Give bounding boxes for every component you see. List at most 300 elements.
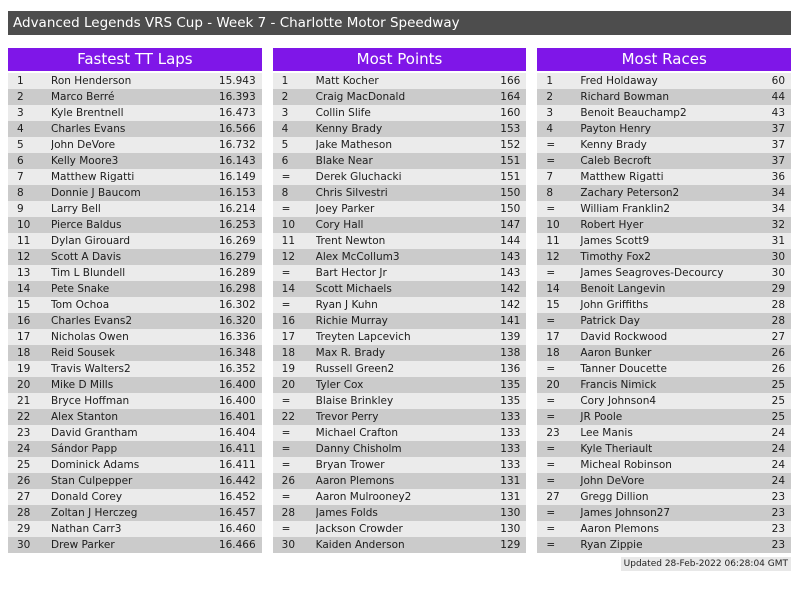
value-cell: 136 bbox=[500, 363, 521, 375]
value-cell: 150 bbox=[500, 203, 521, 215]
table-row bbox=[273, 249, 527, 265]
table-row bbox=[537, 473, 791, 489]
value-cell: 16.473 bbox=[218, 107, 256, 119]
rank-cell: 18 bbox=[546, 347, 560, 359]
table-most-points bbox=[273, 48, 527, 553]
table-row bbox=[8, 473, 262, 489]
value-cell: 16.253 bbox=[218, 219, 256, 231]
driver-name-cell: Collin Slife bbox=[315, 107, 371, 119]
table-row bbox=[537, 457, 791, 473]
table-row bbox=[8, 105, 262, 121]
value-cell: 16.214 bbox=[218, 203, 256, 215]
value-cell: 29 bbox=[771, 283, 786, 295]
rank-cell: = bbox=[546, 459, 556, 471]
table-row bbox=[8, 393, 262, 409]
rank-cell: = bbox=[546, 315, 556, 327]
value-cell: 44 bbox=[771, 91, 786, 103]
rank-cell: 6 bbox=[281, 155, 289, 167]
table-row bbox=[273, 505, 527, 521]
rank-cell: 11 bbox=[281, 235, 296, 247]
table-row bbox=[8, 297, 262, 313]
driver-name-cell: Jake Matheson bbox=[315, 139, 392, 151]
rank-cell: 25 bbox=[17, 459, 31, 471]
driver-name-cell: Ron Henderson bbox=[51, 75, 132, 87]
table-row bbox=[8, 89, 262, 105]
value-cell: 131 bbox=[500, 475, 521, 487]
driver-name-cell: Ryan Zippie bbox=[580, 539, 643, 551]
rank-cell: 15 bbox=[17, 299, 31, 311]
driver-name-cell: Tom Ochoa bbox=[51, 299, 110, 311]
value-cell: 32 bbox=[771, 219, 786, 231]
driver-name-cell: Caleb Becroft bbox=[580, 155, 652, 167]
rank-cell: = bbox=[281, 395, 291, 407]
value-cell: 129 bbox=[500, 539, 521, 551]
rank-cell: 16 bbox=[17, 315, 31, 327]
table-row bbox=[273, 121, 527, 137]
value-cell: 133 bbox=[500, 459, 521, 471]
value-cell: 24 bbox=[771, 475, 786, 487]
rank-cell: 2 bbox=[17, 91, 24, 103]
value-cell: 16.466 bbox=[218, 539, 256, 551]
driver-name-cell: Zoltan J Herczeg bbox=[51, 507, 138, 519]
value-cell: 25 bbox=[771, 395, 786, 407]
value-cell: 147 bbox=[500, 219, 521, 231]
rank-cell: 11 bbox=[546, 235, 560, 247]
table-row bbox=[8, 441, 262, 457]
value-cell: 37 bbox=[771, 139, 786, 151]
table-row bbox=[537, 393, 791, 409]
driver-name-cell: Donald Corey bbox=[51, 491, 123, 503]
rank-cell: 30 bbox=[17, 539, 31, 551]
driver-name-cell: Nathan Carr3 bbox=[51, 523, 122, 535]
table-row bbox=[273, 473, 527, 489]
table-row bbox=[273, 521, 527, 537]
value-cell: 16.149 bbox=[218, 171, 256, 183]
driver-name-cell: Gregg Dillion bbox=[580, 491, 649, 503]
table-row bbox=[273, 297, 527, 313]
table-title-most-races: Most Races bbox=[537, 48, 791, 71]
driver-name-cell: Francis Nimick bbox=[580, 379, 657, 391]
value-cell: 16.289 bbox=[218, 267, 256, 279]
rank-cell: = bbox=[281, 491, 291, 503]
rank-cell: 19 bbox=[281, 363, 296, 375]
value-cell: 16.320 bbox=[218, 315, 256, 327]
table-row bbox=[537, 249, 791, 265]
tables-container bbox=[8, 48, 791, 553]
table-row bbox=[8, 121, 262, 137]
rank-cell: = bbox=[546, 475, 556, 487]
table-row bbox=[273, 537, 527, 553]
table-row bbox=[273, 457, 527, 473]
rank-cell: 14 bbox=[281, 283, 296, 295]
table-row bbox=[273, 345, 527, 361]
driver-name-cell: James Folds bbox=[315, 507, 378, 519]
value-cell: 16.404 bbox=[218, 427, 256, 439]
table-row bbox=[273, 441, 527, 457]
rank-cell: = bbox=[546, 395, 556, 407]
table-row bbox=[273, 89, 527, 105]
value-cell: 16.393 bbox=[218, 91, 256, 103]
driver-name-cell: Bryan Trower bbox=[315, 459, 385, 471]
table-row bbox=[273, 169, 527, 185]
driver-name-cell: Joey Parker bbox=[315, 203, 375, 215]
driver-name-cell: Kelly Moore3 bbox=[51, 155, 119, 167]
rank-cell: = bbox=[546, 155, 556, 167]
rank-cell: = bbox=[546, 363, 556, 375]
value-cell: 16.411 bbox=[218, 459, 256, 471]
value-cell: 31 bbox=[771, 235, 786, 247]
table-row bbox=[537, 185, 791, 201]
value-cell: 24 bbox=[771, 427, 786, 439]
table-row bbox=[8, 377, 262, 393]
rank-cell: 3 bbox=[17, 107, 24, 119]
rank-cell: = bbox=[281, 427, 291, 439]
rank-cell: 17 bbox=[546, 331, 560, 343]
rank-cell: 2 bbox=[281, 91, 289, 103]
page-title: Advanced Legends VRS Cup - Week 7 - Charlotte Motor Speedway bbox=[8, 11, 791, 35]
value-cell: 16.566 bbox=[218, 123, 256, 135]
value-cell: 135 bbox=[500, 395, 521, 407]
rank-cell: 8 bbox=[17, 187, 24, 199]
driver-name-cell: Aaron Bunker bbox=[580, 347, 652, 359]
value-cell: 16.442 bbox=[218, 475, 256, 487]
rank-cell: 3 bbox=[546, 107, 554, 119]
driver-name-cell: Nicholas Owen bbox=[51, 331, 129, 343]
rank-cell: 14 bbox=[17, 283, 31, 295]
rank-cell: 21 bbox=[17, 395, 31, 407]
value-cell: 24 bbox=[771, 459, 786, 471]
driver-name-cell: Ryan J Kuhn bbox=[315, 299, 378, 311]
rank-cell: 9 bbox=[17, 203, 24, 215]
value-cell: 36 bbox=[771, 171, 786, 183]
table-row bbox=[537, 537, 791, 553]
value-cell: 141 bbox=[500, 315, 521, 327]
value-cell: 27 bbox=[771, 331, 786, 343]
rank-cell: = bbox=[281, 299, 291, 311]
rank-cell: 10 bbox=[546, 219, 560, 231]
rank-cell: 2 bbox=[546, 91, 554, 103]
table-row bbox=[8, 361, 262, 377]
driver-name-cell: Blaise Brinkley bbox=[315, 395, 394, 407]
rank-cell: 8 bbox=[546, 187, 554, 199]
driver-name-cell: Marco Berré bbox=[51, 91, 115, 103]
rank-cell: 4 bbox=[17, 123, 24, 135]
table-row bbox=[273, 137, 527, 153]
driver-name-cell: Trevor Perry bbox=[315, 411, 379, 423]
rank-cell: = bbox=[281, 267, 291, 279]
rank-cell: = bbox=[546, 523, 556, 535]
value-cell: 15.943 bbox=[218, 75, 256, 87]
driver-name-cell: William Franklin2 bbox=[580, 203, 671, 215]
rank-cell: 24 bbox=[17, 443, 31, 455]
table-title-fastest-tt-laps: Fastest TT Laps bbox=[8, 48, 262, 71]
driver-name-cell: Kenny Brady bbox=[315, 123, 383, 135]
table-row bbox=[273, 73, 527, 89]
driver-name-cell: Benoit Beauchamp2 bbox=[580, 107, 687, 119]
driver-name-cell: Stan Culpepper bbox=[51, 475, 133, 487]
table-row bbox=[273, 217, 527, 233]
table-row bbox=[537, 489, 791, 505]
table-row bbox=[8, 409, 262, 425]
table-row bbox=[273, 489, 527, 505]
table-row bbox=[537, 505, 791, 521]
rank-cell: = bbox=[281, 523, 291, 535]
driver-name-cell: Alex Stanton bbox=[51, 411, 118, 423]
value-cell: 16.279 bbox=[218, 251, 256, 263]
rank-cell: 1 bbox=[546, 75, 554, 87]
table-row bbox=[537, 521, 791, 537]
value-cell: 23 bbox=[771, 523, 786, 535]
table-row bbox=[8, 169, 262, 185]
rank-cell: = bbox=[546, 507, 556, 519]
value-cell: 43 bbox=[771, 107, 786, 119]
driver-name-cell: Pete Snake bbox=[51, 283, 110, 295]
table-row bbox=[8, 521, 262, 537]
rank-cell: 26 bbox=[17, 475, 31, 487]
driver-name-cell: Blake Near bbox=[315, 155, 373, 167]
driver-name-cell: Dylan Girouard bbox=[51, 235, 131, 247]
rank-cell: 20 bbox=[17, 379, 31, 391]
table-row bbox=[537, 233, 791, 249]
value-cell: 26 bbox=[771, 347, 786, 359]
table-row bbox=[8, 505, 262, 521]
table-row bbox=[8, 137, 262, 153]
driver-name-cell: Treyten Lapcevich bbox=[315, 331, 411, 343]
table-row bbox=[273, 425, 527, 441]
value-cell: 138 bbox=[500, 347, 521, 359]
value-cell: 16.143 bbox=[218, 155, 256, 167]
rank-cell: 28 bbox=[281, 507, 296, 519]
table-row bbox=[537, 377, 791, 393]
driver-name-cell: Kyle Theriault bbox=[580, 443, 653, 455]
value-cell: 166 bbox=[500, 75, 521, 87]
driver-name-cell: Scott A Davis bbox=[51, 251, 122, 263]
driver-name-cell: Matthew Rigatti bbox=[580, 171, 664, 183]
rank-cell: 7 bbox=[17, 171, 24, 183]
rank-cell: 3 bbox=[281, 107, 289, 119]
value-cell: 143 bbox=[500, 267, 521, 279]
driver-name-cell: Patrick Day bbox=[580, 315, 640, 327]
driver-name-cell: Micheal Robinson bbox=[580, 459, 672, 471]
value-cell: 135 bbox=[500, 379, 521, 391]
table-row bbox=[537, 105, 791, 121]
driver-name-cell: Jackson Crowder bbox=[315, 523, 403, 535]
driver-name-cell: Kenny Brady bbox=[580, 139, 647, 151]
table-row bbox=[537, 425, 791, 441]
driver-name-cell: Russell Green2 bbox=[315, 363, 395, 375]
driver-name-cell: Kaiden Anderson bbox=[315, 539, 405, 551]
value-cell: 24 bbox=[771, 443, 786, 455]
value-cell: 16.452 bbox=[218, 491, 256, 503]
value-cell: 150 bbox=[500, 187, 521, 199]
driver-name-cell: Cory Johnson4 bbox=[580, 395, 657, 407]
driver-name-cell: Aaron Plemons bbox=[580, 523, 659, 535]
table-row bbox=[537, 201, 791, 217]
driver-name-cell: Bart Hector Jr bbox=[315, 267, 387, 279]
value-cell: 16.732 bbox=[218, 139, 256, 151]
table-row bbox=[273, 265, 527, 281]
value-cell: 153 bbox=[500, 123, 521, 135]
driver-name-cell: Alex McCollum3 bbox=[315, 251, 400, 263]
driver-name-cell: Kyle Brentnell bbox=[51, 107, 124, 119]
value-cell: 25 bbox=[771, 411, 786, 423]
rank-cell: 23 bbox=[546, 427, 560, 439]
driver-name-cell: Pierce Baldus bbox=[51, 219, 122, 231]
table-row bbox=[273, 281, 527, 297]
table-fastest-tt-laps bbox=[8, 48, 262, 553]
table-row bbox=[8, 185, 262, 201]
driver-name-cell: John DeVore bbox=[51, 139, 116, 151]
rank-cell: 19 bbox=[17, 363, 31, 375]
rank-cell: 18 bbox=[281, 347, 296, 359]
rank-cell: 16 bbox=[281, 315, 296, 327]
rank-cell: 5 bbox=[281, 139, 289, 151]
rank-cell: = bbox=[546, 411, 556, 423]
rank-cell: = bbox=[546, 139, 556, 151]
rank-cell: 10 bbox=[281, 219, 296, 231]
value-cell: 16.348 bbox=[218, 347, 256, 359]
rank-cell: = bbox=[546, 539, 556, 551]
driver-name-cell: Richard Bowman bbox=[580, 91, 670, 103]
rank-cell: = bbox=[546, 203, 556, 215]
table-row bbox=[537, 345, 791, 361]
value-cell: 34 bbox=[771, 187, 786, 199]
value-cell: 16.269 bbox=[218, 235, 256, 247]
rank-cell: 1 bbox=[17, 75, 24, 87]
value-cell: 130 bbox=[500, 507, 521, 519]
table-row bbox=[8, 329, 262, 345]
value-cell: 16.153 bbox=[218, 187, 256, 199]
table-row bbox=[537, 441, 791, 457]
driver-name-cell: Charles Evans bbox=[51, 123, 126, 135]
value-cell: 152 bbox=[500, 139, 521, 151]
value-cell: 131 bbox=[500, 491, 521, 503]
table-row bbox=[8, 489, 262, 505]
table-row bbox=[273, 105, 527, 121]
value-cell: 30 bbox=[771, 251, 786, 263]
table-row bbox=[537, 313, 791, 329]
driver-name-cell: Aaron Mulrooney2 bbox=[315, 491, 412, 503]
table-row bbox=[8, 233, 262, 249]
value-cell: 25 bbox=[771, 379, 786, 391]
driver-name-cell: Chris Silvestri bbox=[315, 187, 388, 199]
table-row bbox=[273, 377, 527, 393]
value-cell: 28 bbox=[771, 315, 786, 327]
table-row bbox=[273, 313, 527, 329]
rank-cell: = bbox=[546, 443, 556, 455]
driver-name-cell: James Johnson27 bbox=[580, 507, 671, 519]
rank-cell: 13 bbox=[17, 267, 31, 279]
driver-name-cell: Craig MacDonald bbox=[315, 91, 406, 103]
value-cell: 144 bbox=[500, 235, 521, 247]
rank-cell: 6 bbox=[17, 155, 24, 167]
driver-name-cell: Charles Evans2 bbox=[51, 315, 133, 327]
table-row bbox=[537, 73, 791, 89]
driver-name-cell: Matt Kocher bbox=[315, 75, 379, 87]
table-rows bbox=[8, 73, 262, 553]
value-cell: 142 bbox=[500, 283, 521, 295]
driver-name-cell: James Seagroves-Decourcy bbox=[580, 267, 724, 279]
driver-name-cell: Travis Walters2 bbox=[51, 363, 131, 375]
rank-cell: 14 bbox=[546, 283, 560, 295]
rank-cell: 5 bbox=[17, 139, 24, 151]
table-row bbox=[273, 201, 527, 217]
value-cell: 160 bbox=[500, 107, 521, 119]
table-rows bbox=[537, 73, 791, 553]
table-row bbox=[8, 281, 262, 297]
table-row bbox=[8, 265, 262, 281]
table-row bbox=[8, 537, 262, 553]
value-cell: 23 bbox=[771, 539, 786, 551]
value-cell: 23 bbox=[771, 507, 786, 519]
driver-name-cell: Zachary Peterson2 bbox=[580, 187, 680, 199]
driver-name-cell: Drew Parker bbox=[51, 539, 115, 551]
rank-cell: 10 bbox=[17, 219, 31, 231]
table-row bbox=[537, 297, 791, 313]
driver-name-cell: Danny Chisholm bbox=[315, 443, 402, 455]
rank-cell: 15 bbox=[546, 299, 560, 311]
table-row bbox=[537, 153, 791, 169]
driver-name-cell: Michael Crafton bbox=[315, 427, 399, 439]
value-cell: 16.457 bbox=[218, 507, 256, 519]
table-row bbox=[273, 185, 527, 201]
table-row bbox=[537, 361, 791, 377]
table-row bbox=[537, 121, 791, 137]
driver-name-cell: Dominick Adams bbox=[51, 459, 140, 471]
table-row bbox=[273, 409, 527, 425]
rank-cell: 20 bbox=[546, 379, 560, 391]
value-cell: 28 bbox=[771, 299, 786, 311]
rank-cell: 29 bbox=[17, 523, 31, 535]
table-row bbox=[537, 169, 791, 185]
rank-cell: = bbox=[281, 171, 291, 183]
rank-cell: 12 bbox=[17, 251, 31, 263]
driver-name-cell: Scott Michaels bbox=[315, 283, 392, 295]
driver-name-cell: Aaron Plemons bbox=[315, 475, 395, 487]
rank-cell: 23 bbox=[17, 427, 31, 439]
table-row bbox=[8, 425, 262, 441]
value-cell: 151 bbox=[500, 155, 521, 167]
table-most-races bbox=[537, 48, 791, 553]
table-row bbox=[537, 329, 791, 345]
rank-cell: = bbox=[281, 459, 291, 471]
driver-name-cell: Payton Henry bbox=[580, 123, 651, 135]
value-cell: 34 bbox=[771, 203, 786, 215]
value-cell: 133 bbox=[500, 411, 521, 423]
value-cell: 37 bbox=[771, 155, 786, 167]
rank-cell: 11 bbox=[17, 235, 31, 247]
table-row bbox=[8, 73, 262, 89]
rank-cell: 4 bbox=[281, 123, 289, 135]
table-row bbox=[537, 409, 791, 425]
driver-name-cell: Cory Hall bbox=[315, 219, 364, 231]
table-row bbox=[537, 281, 791, 297]
driver-name-cell: John Griffiths bbox=[580, 299, 649, 311]
driver-name-cell: Timothy Fox2 bbox=[580, 251, 651, 263]
rank-cell: = bbox=[281, 203, 291, 215]
driver-name-cell: Donnie J Baucom bbox=[51, 187, 141, 199]
rank-cell: 12 bbox=[281, 251, 296, 263]
table-row bbox=[8, 313, 262, 329]
driver-name-cell: Bryce Hoffman bbox=[51, 395, 130, 407]
driver-name-cell: Reid Sousek bbox=[51, 347, 115, 359]
value-cell: 23 bbox=[771, 491, 786, 503]
value-cell: 37 bbox=[771, 123, 786, 135]
driver-name-cell: John DeVore bbox=[580, 475, 645, 487]
value-cell: 16.411 bbox=[218, 443, 256, 455]
value-cell: 151 bbox=[500, 171, 521, 183]
driver-name-cell: David Grantham bbox=[51, 427, 138, 439]
